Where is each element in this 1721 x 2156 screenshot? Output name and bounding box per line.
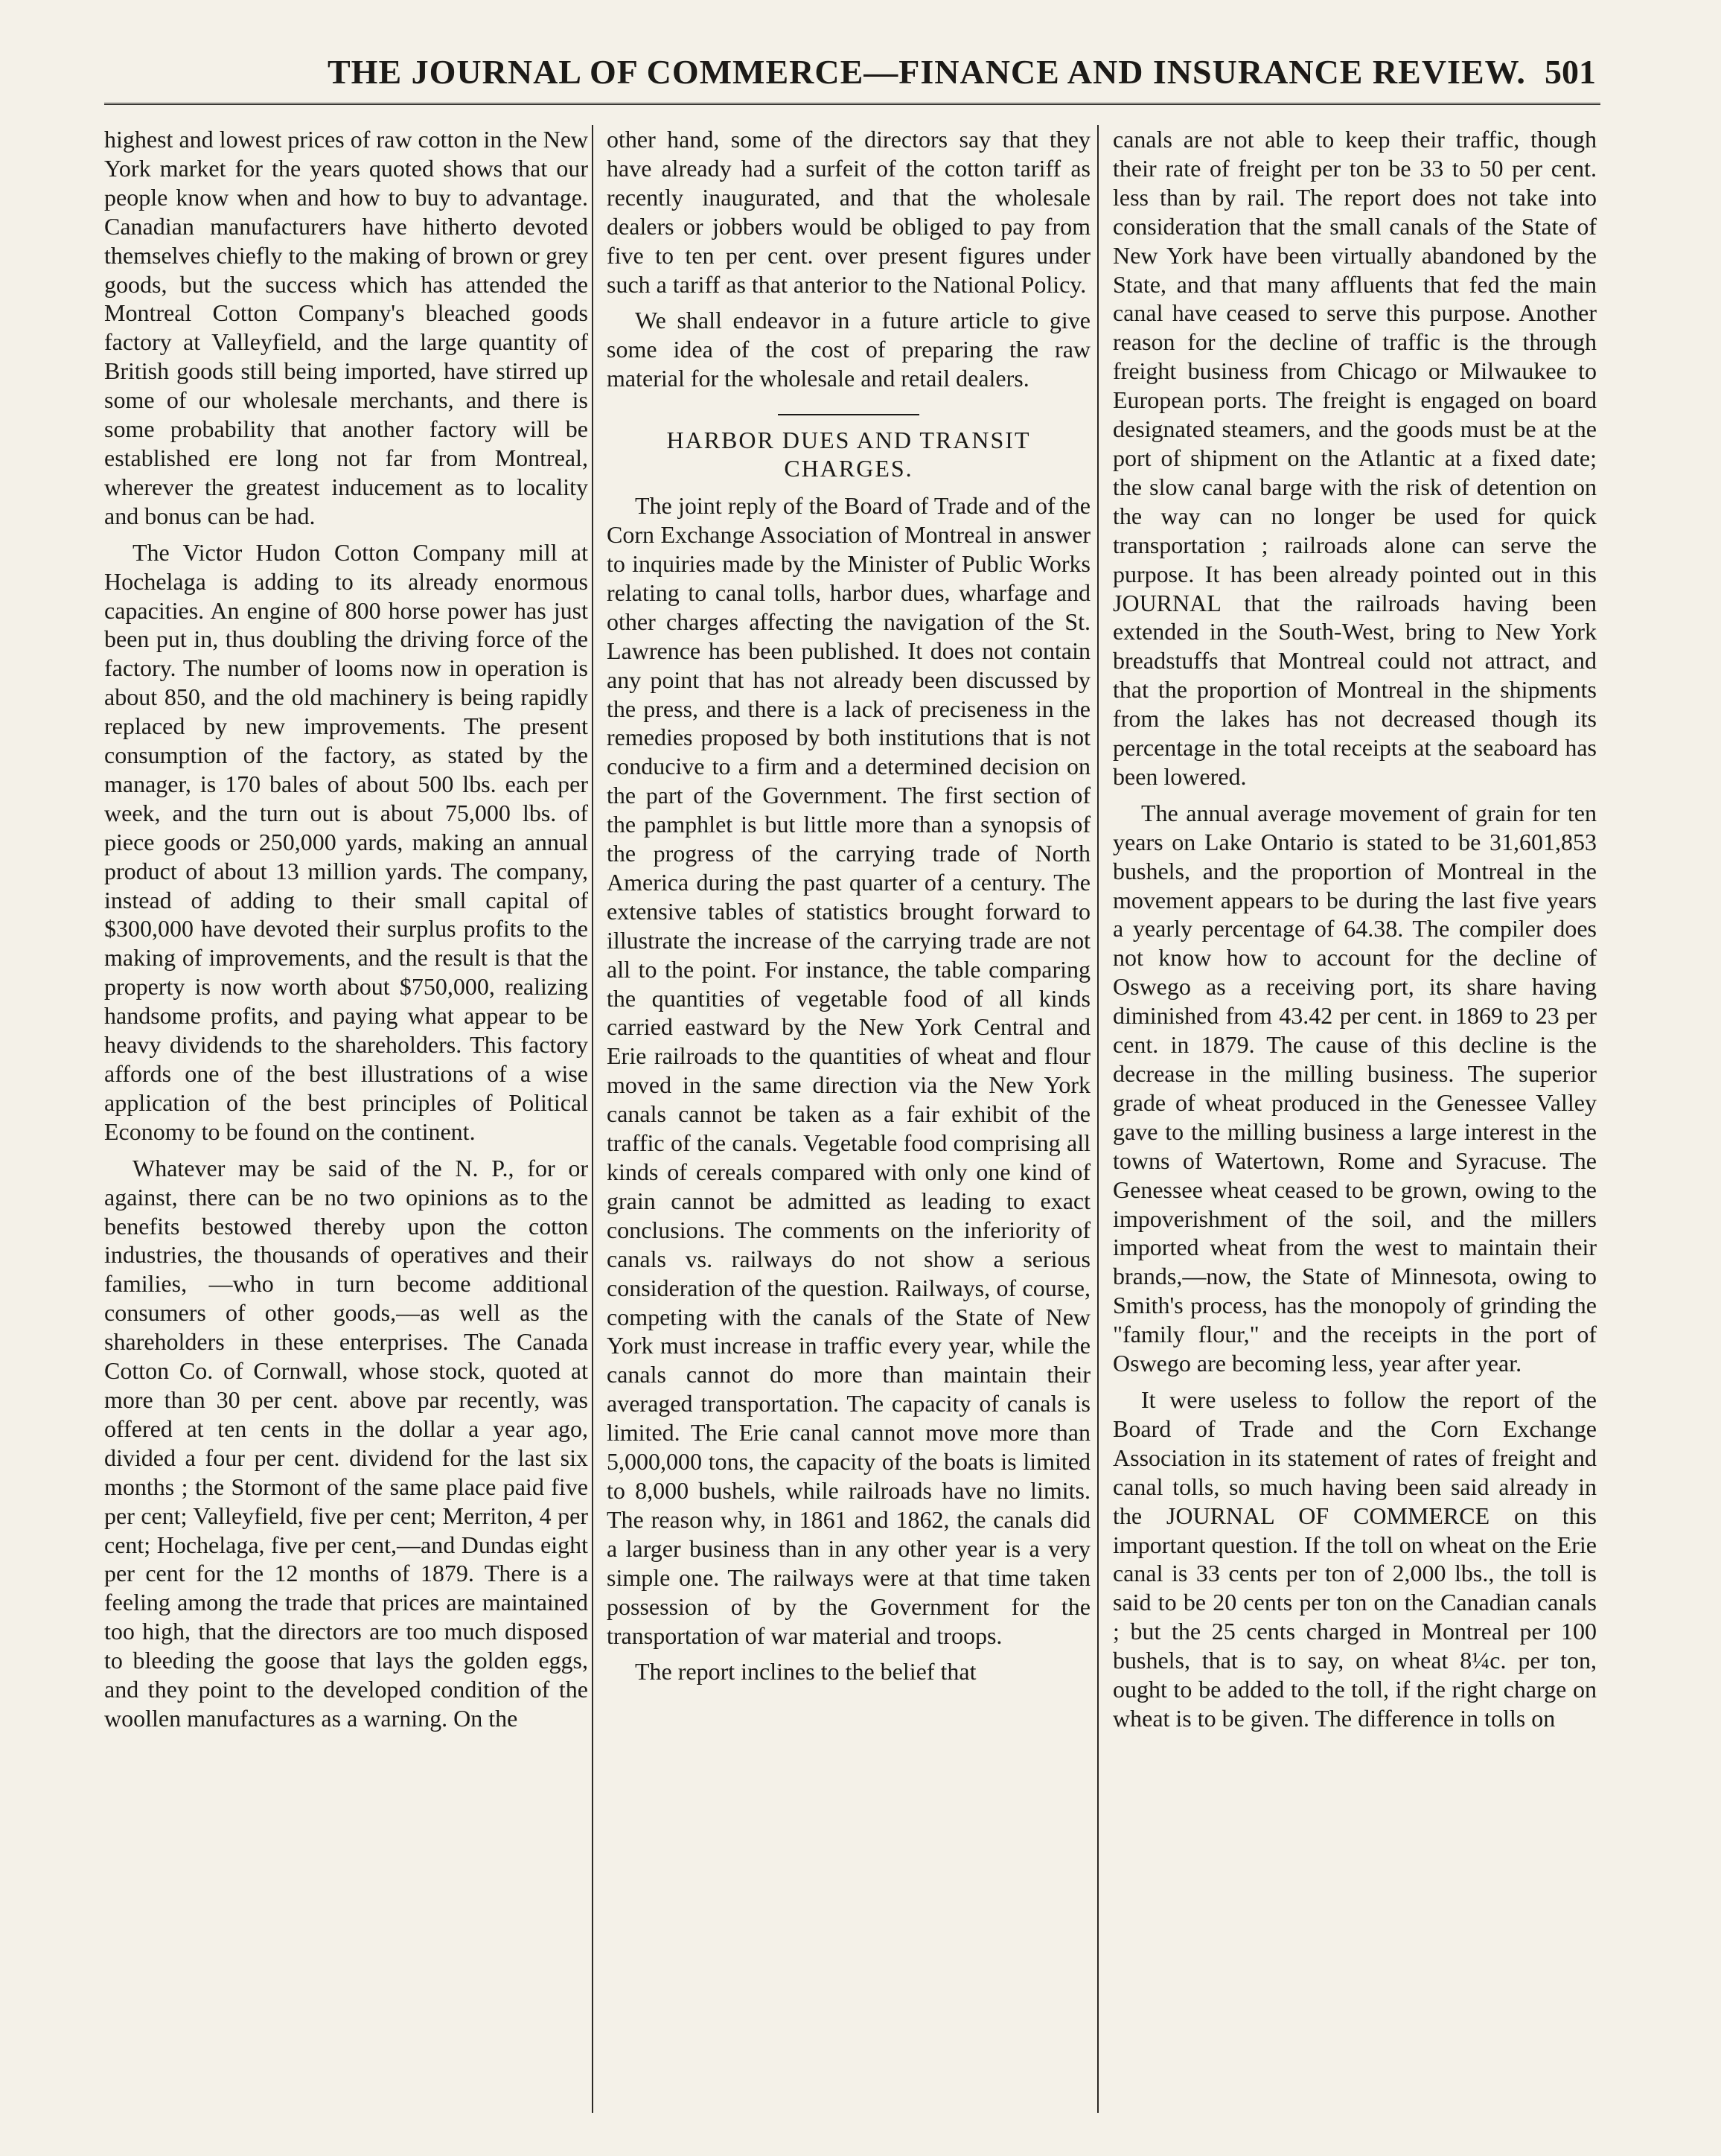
- page-header: [104, 43, 1600, 105]
- text-column-2: [607, 125, 1091, 2113]
- paragraph: The report inclines to the belief that: [635, 1658, 977, 1685]
- paragraph: We shall endeavor in a future article to give some idea of the cost of preparing the raw material for the wholesale and retail dealers.: [607, 307, 1091, 392]
- column-divider: [592, 125, 593, 2113]
- text-column-3: [1113, 125, 1597, 2113]
- paragraph: other hand, some of the directors say that they have already had a surfeit of the cotton tariff as recently inaugurated, and that the wholesale dealers or jobbers would be obliged to pay from five to ten per cent. over present figures under such a tariff as that anterior to the National Policy.: [607, 126, 1091, 298]
- paragraph: Whatever may be said of the N. P., for or against, there can be no two opinions as to the benefits bestowed thereby upon the cotton industries, the thousands of operatives and their families, —who in turn become additional consumers of other goods,—as well as the shareholders in these enterprises. The Canada Cotton Co. of Cornwall, whose stock, quoted at more than 30 per cent. above par recently, was offered at ten cents in the dollar a year ago, divided a four per cent. dividend for the last six months ; the Stormont of the same place paid five per cent; Valleyfield, five per cent; Merriton, 4 per cent; Hochelaga, five per cent,—and Dundas eight per cent for the 12 months of 1879. There is a feeling among the trade that prices are maintained too high, that the directors are too much disposed to bleeding the goose that lays the golden eggs, and they point to the developed condition of the woollen manufactures as a warning. On the: [104, 1154, 588, 1732]
- paragraph: The joint reply of the Board of Trade and of the Corn Exchange Association of Montreal in answer to inquiries made by the Minister of Public Works relating to canal tolls, harbor dues, wharfage and other charges affecting the navigation of the St. Lawrence has been published. It does not contain any point that has not already been discussed by the press, and there is a lack of preciseness in the remedies proposed by both institutions that is not conducive to a firm and a determined decision on the part of the Government. The first section of the pamphlet is but little more than a synopsis of the progress of the carrying trade of North America during the past quarter of a century. The extensive tables of statistics brought forward to illustrate the increase of the carrying trade are not all to the point. For instance, the table comparing the quantities of vegetable food of all kinds carried eastward by the New York Central and Erie railroads to the quantities of wheat and flour moved in the same direction via the New York canals cannot be taken as a fair exhibit of the traffic of the canals. Vegetable food comprising all kinds of cereals compared with only one kind of grain cannot be admitted as leading to exact conclusions. The comments on the inferiority of canals vs. railways do not show a serious consideration of the question. Railways, of course, competing with the canals of the State of New York must increase in traffic every year, while the canals cannot do more than maintain their averaged transportation. The capacity of canals is limited. The Erie canal cannot move more than 5,000,000 tons, the capacity of the boats is limited to 8,000 bushels, while railroads have no limits. The reason why, in 1861 and 1862, the canals did a larger business than in any other year is a very simple one. The railways were at that time taken possession of by the Government for the transportation of war material and troops.: [607, 492, 1091, 1649]
- section-heading: HARBOR DUES AND TRANSIT CHARGES.: [666, 427, 1031, 482]
- text-column-1: [104, 125, 588, 2113]
- column-divider: [1097, 125, 1099, 2113]
- paragraph: The annual average movement of grain for ten years on Lake Ontario is stated to be 31,601,853 bushels, and the proportion of Montreal in the movement appears to be during the last five years a yearly percentage of 64.38. The compiler does not know how to account for the decline of Oswego as a receiving port, its share having diminished from 43.42 per cent. in 1869 to 23 per cent. in 1879. The cause of this decline is the decrease in the milling business. The superior grade of wheat produced in the Genessee Valley gave to the milling business a large interest in the towns of Watertown, Rome and Syracuse. The Genessee wheat ceased to be grown, owing to the impoverishment of the soil, and the millers imported wheat from the west to maintain their brands,—now, the State of Minnesota, owing to Smith's process, has the monopoly of grinding the "family flour," and the receipts in the port of Oswego are becoming less, year after year.: [1113, 799, 1597, 1377]
- paragraph: It were useless to follow the report of the Board of Trade and the Corn Exchange Association in its statement of rates of freight and canal tolls, so much having been said already in the JOURNAL OF COMMERCE on this important question. If the toll on wheat on the Erie canal is 33 cents per ton of 2,000 lbs., the toll is said to be 20 cents per ton on the Canadian canals ; but the 25 cents charged in Montreal per 100 bushels, that is to say, on wheat 8¼c. per ton, ought to be added to the toll, if the right charge on wheat is to be given. The difference in tolls on: [1113, 1385, 1597, 1732]
- paragraph: highest and lowest prices of raw cotton in the New York market for the years quoted shows that our people know when and how to buy to advantage. Canadian manufacturers have hitherto devoted themselves chiefly to the making of brown or grey goods, but the success which has attended the Montreal Cotton Company's bleached goods factory at Valleyfield, and the large quantity of British goods still being imported, have stirred up some of our wholesale merchants, and there is some probability that another factory will be established ere long not far from Montreal, wherever the greatest inducement as to locality and bonus can be had.: [104, 126, 588, 529]
- paragraph: canals are not able to keep their traffic, though their rate of freight per ton be 33 to 50 per cent. less than by rail. The report does not take into consideration that the small canals of the State of New York have been virtually abandoned by the State, and that many affluents that fed the main canal have ceased to serve this purpose. Another reason for the decline of traffic is the through freight business from Chicago or Milwaukee to European ports. The freight is engaged on board designated steamers, and the goods must be at the port of shipment on the Atlantic at a fixed date; the slow canal barge with the risk of detention on the way can no longer be used for quick transportation ; railroads alone can serve the purpose. It has been already pointed out in this JOURNAL that the railroads having been extended in the South-West, bring to New York breadstuffs that Montreal could not attract, and that the proportion of Montreal in the shipments from the lakes has not decreased though its percentage in the total receipts at the seaboard has been lowered.: [1113, 126, 1597, 790]
- section-rule: [778, 414, 919, 415]
- page-number: 501: [1545, 53, 1596, 91]
- journal-title: THE JOURNAL OF COMMERCE—FINANCE AND INSURANCE REVIEW.: [328, 53, 1526, 91]
- paragraph: The Victor Hudon Cotton Company mill at Hochelaga is adding to its already enormous capacities. An engine of 800 horse power has just been put in, thus doubling the driving force of the factory. The number of looms now in operation is about 850, and the old machinery is being rapidly replaced by new improvements. The present consumption of the factory, as stated by the manager, is 170 bales of about 500 lbs. each per week, and the turn out is about 75,000 lbs. of piece goods or 250,000 yards, making an annual product of about 13 million yards. The company, instead of adding to their small capital of $300,000 have devoted their surplus profits to the making of improvements, and the result is that the property is now worth about $750,000, realizing handsome profits, and paying what appear to be heavy dividends to the shareholders. This factory affords one of the best illustrations of a wise application of the best principles of Political Economy to be found on the continent.: [104, 538, 588, 1145]
